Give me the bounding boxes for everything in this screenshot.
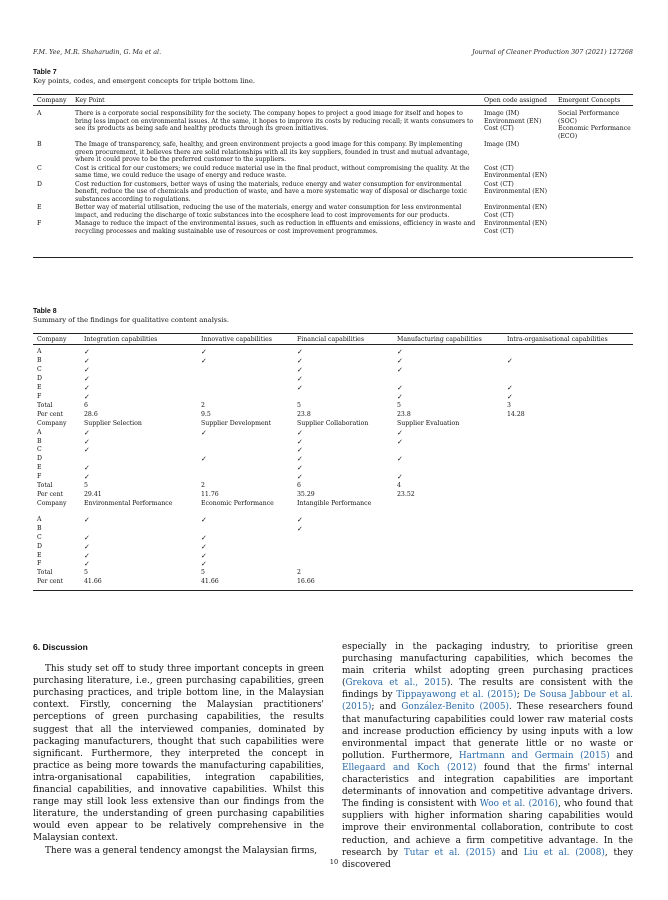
open-code: Cost (CT): [484, 227, 514, 235]
check-mark-icon: ✓: [201, 348, 207, 357]
table8-cell: [201, 375, 297, 384]
check-mark-icon: ✓: [297, 446, 303, 455]
table8-cell: D: [37, 375, 42, 383]
table8-row: [33, 516, 633, 525]
table8-cell: 5: [397, 401, 401, 409]
table8-cell: 28.6: [84, 410, 98, 418]
table7-cell: [484, 203, 558, 219]
citation-link[interactable]: González-Benito (2005): [401, 702, 509, 713]
table8-cell: 5: [201, 569, 205, 577]
table8-cell: A: [37, 515, 42, 523]
citation-link[interactable]: Woo et al. (2016): [479, 799, 558, 810]
check-mark-icon: ✓: [201, 533, 207, 542]
table8-cell: 6: [84, 401, 88, 409]
table7-cell: [484, 164, 558, 180]
table8-header-cell: Financial capabilities: [297, 334, 397, 345]
table8-cell: [397, 578, 507, 590]
discussion-left-column: [33, 641, 324, 857]
text-run: . These researchers found that manufacturing capabilities could lower raw material costs and increase production efficiency by using inputs with a low environmental impact that generate little or no waste or pollution. Furthermore,: [342, 702, 633, 761]
check-mark-icon: ✓: [507, 384, 513, 393]
check-mark-icon: ✓: [297, 437, 303, 446]
check-mark-icon: ✓: [297, 348, 303, 357]
table8-cell: 23.8: [297, 410, 311, 418]
check-mark-icon: ✓: [397, 455, 403, 464]
check-mark-icon: ✓: [397, 357, 403, 366]
table8-cell: 14.28: [507, 410, 525, 418]
table8-row: [33, 491, 633, 500]
table8-cell: F: [37, 473, 42, 481]
table8-cell: [507, 473, 633, 482]
table8-cell: B: [37, 524, 42, 532]
table8-cell: [397, 534, 507, 543]
open-code: Environmental (EN): [484, 220, 548, 228]
table8-cell: 41.66: [201, 578, 297, 590]
table8-row: [33, 543, 633, 552]
table8-cell: Per cent: [33, 578, 84, 590]
table8-cell: [84, 455, 201, 464]
table8-cell: Supplier Selection: [84, 419, 142, 427]
table7-header-cell: Company: [33, 95, 75, 106]
table8-cell: [507, 438, 633, 447]
open-code: Cost (CT): [484, 180, 514, 188]
check-mark-icon: ✓: [201, 428, 207, 437]
table8-cell: 11.76: [201, 490, 219, 498]
table8-cell: Company: [37, 499, 67, 507]
table8-cell: A: [37, 348, 42, 356]
table8-cell: [507, 534, 633, 543]
check-mark-icon: ✓: [84, 366, 90, 375]
table8-header-cell: Intra-organisational capabilities: [507, 334, 633, 345]
table8-row: [33, 384, 633, 393]
check-mark-icon: ✓: [507, 393, 513, 402]
text-run: , who found that suppliers with higher information sharing capabilities would improve their environmental collaboration, contribute to cost reduction, and achieve a firm competitive advantage. In the research by: [342, 799, 633, 858]
text-run: and: [609, 750, 633, 761]
text-run: , they discovered: [342, 847, 633, 870]
check-mark-icon: ✓: [84, 437, 90, 446]
check-mark-icon: ✓: [84, 384, 90, 393]
table8-cell: 3: [507, 401, 511, 409]
table7-cell: Cost reduction for customers, better ways of using the materials, reduce energy and water consumption for environmental benefit, reduce the use of chemicals and production of waste, and have a more systematic way of disposal or discharge toxic substances according to regulations.: [75, 180, 467, 203]
table7-cell: [558, 203, 633, 219]
table8-cell: 5: [84, 482, 88, 490]
table8-cell: 2: [297, 569, 301, 577]
table8-cell: 16.66: [297, 578, 397, 590]
table7-cell: The Image of transparency, safe, healthy, and green environment projects a good image for this company. By implementing green procurement, it believes there are solid relationships with all its key suppliers, founded in trust and mutual advantage, where it could prove to be the preferred customer to the suppliers.: [75, 141, 470, 164]
citation-link[interactable]: Ellegaard and Koch (2012): [342, 762, 477, 773]
open-code: Environmental (EN): [484, 204, 548, 212]
paragraph: There was a general tendency amongst the Malaysian firms,: [45, 845, 318, 856]
table8-cell: [201, 438, 297, 447]
table8-cell: Supplier Development: [201, 419, 272, 427]
table8-cell: [201, 525, 297, 534]
table8-cell: Economic Performance: [201, 499, 274, 507]
open-code: Environment (EN): [484, 117, 542, 125]
table8-cell: A: [37, 428, 42, 436]
table8-cell: [507, 482, 633, 491]
table7-cell: [558, 106, 633, 141]
check-mark-icon: ✓: [297, 384, 303, 393]
table8-cell: [397, 516, 507, 525]
open-code: Environmental (EN): [484, 188, 548, 196]
table7-cell: [558, 219, 633, 258]
table8-cell: [201, 446, 297, 455]
table8-cell: C: [37, 366, 42, 374]
table8-row: [33, 464, 633, 473]
header-authors: F.M. Yee, M.R. Shaharudin, G. Ma et al.: [33, 48, 162, 56]
check-mark-icon: ✓: [84, 393, 90, 402]
table8-cell: [507, 491, 633, 500]
table8-cell: 29.41: [84, 490, 102, 498]
table8-row: [33, 455, 633, 464]
table7-cell: Better way of material utilisation, reducing the use of the materials, energy and water consumption for less environmental impact, and reducing the discharge of toxic substances into the ecosphere lead to cost improvements for our products.: [75, 204, 462, 219]
citation-link[interactable]: De Sousa Jabbour et al. (2015): [342, 690, 633, 713]
table8-cell: [507, 464, 633, 473]
check-mark-icon: ✓: [297, 357, 303, 366]
table8-header-cell: Integration capabilities: [84, 334, 201, 345]
text-run: found that the firms' internal characteristics and integration capabilities are important determinants of innovation and competitive advantage drivers. The finding is consistent with: [342, 762, 633, 810]
table7-caption: [33, 68, 255, 86]
table8-row: [33, 473, 633, 482]
table8-row: [33, 375, 633, 384]
table8-row: [33, 534, 633, 543]
table8-cell: Total: [37, 569, 53, 577]
check-mark-icon: ✓: [84, 446, 90, 455]
table8-cell: [507, 375, 633, 384]
text-run: ;: [516, 690, 524, 701]
check-mark-icon: ✓: [397, 473, 403, 482]
table8-cell: [397, 464, 507, 473]
table8-row: [33, 569, 633, 578]
table7-header-cell: Open code assigned: [484, 95, 558, 106]
table8-cell: [507, 446, 633, 455]
discussion-right-column: [342, 641, 633, 871]
table8-header-cell: Company: [33, 334, 84, 345]
table8-cell: 5: [84, 569, 88, 577]
table8-title: Summary of the findings for qualitative content analysis.: [33, 316, 230, 324]
check-mark-icon: ✓: [84, 542, 90, 551]
table7-title: Key points, codes, and emergent concepts for triple bottom line.: [33, 77, 256, 85]
table8-cell: [507, 366, 633, 375]
table8-cell: 4: [397, 482, 401, 490]
table8-cell: 23.8: [397, 410, 411, 418]
check-mark-icon: ✓: [397, 437, 403, 446]
table8-cell: [507, 578, 633, 590]
table7-row: [33, 219, 633, 258]
check-mark-icon: ✓: [84, 551, 90, 560]
open-code: Cost (CT): [484, 164, 514, 172]
table8-row: [33, 560, 633, 569]
table8-cell: [507, 560, 633, 569]
table8-cell: [201, 464, 297, 473]
table8-row: [33, 420, 633, 429]
table7-cell: [558, 180, 633, 204]
table8-cell: Environmental Performance: [84, 499, 173, 507]
table7-header-cell: Emergent Concepts: [558, 95, 633, 106]
table8-cell: [297, 534, 397, 543]
table8-row: [33, 438, 633, 447]
table7-cell: Manage to reduce the impact of the environmental issues, such as reduction in effluents and emissions, efficiency in waste and recycling processes and making sustainable use of resources or cost improvement programmes.: [75, 219, 484, 258]
check-mark-icon: ✓: [84, 515, 90, 524]
table8-row: [33, 500, 633, 516]
table8-cell: Supplier Evaluation: [397, 419, 460, 427]
table8-cell: [507, 420, 633, 429]
table8-cell: D: [37, 455, 42, 463]
table7-cell: E: [37, 204, 42, 212]
table8-row: [33, 552, 633, 561]
check-mark-icon: ✓: [201, 455, 207, 464]
check-mark-icon: ✓: [397, 393, 403, 402]
table8-cell: [397, 543, 507, 552]
open-code: Image (IM): [484, 141, 520, 149]
check-mark-icon: ✓: [297, 515, 303, 524]
table8-cell: C: [37, 533, 42, 541]
text-run: and: [495, 847, 524, 858]
table8: [33, 333, 633, 591]
table7-cell: D: [37, 180, 42, 188]
open-code: Cost (CT): [484, 125, 514, 133]
table8-cell: 2: [201, 401, 205, 409]
table8-cell: E: [37, 384, 42, 392]
check-mark-icon: ✓: [201, 542, 207, 551]
table8-cell: [297, 560, 397, 569]
table7-cell: B: [37, 141, 42, 149]
table8-header-cell: Manufacturing capabilities: [397, 334, 507, 345]
table7-header-cell: Key Point: [75, 95, 484, 106]
table8-row: [33, 482, 633, 491]
table8-caption: [33, 307, 229, 325]
check-mark-icon: ✓: [84, 473, 90, 482]
table7-cell: Cost is critical for our customers; we could reduce material use in the final product, without compromising the quality. At the same time, we could reduce the usage of energy and reduce waste.: [75, 164, 470, 180]
table8-cell: [507, 455, 633, 464]
table8-cell: [397, 446, 507, 455]
table8-row: [33, 366, 633, 375]
table8-cell: Per cent: [37, 490, 64, 498]
table8-cell: F: [37, 393, 42, 401]
open-code: Cost (CT): [484, 211, 514, 219]
table8-cell: [201, 393, 297, 402]
table8-cell: Supplier Collaboration: [297, 419, 369, 427]
table8-cell: E: [37, 551, 42, 559]
text-run: ; and: [371, 702, 402, 713]
check-mark-icon: ✓: [397, 428, 403, 437]
check-mark-icon: ✓: [201, 357, 207, 366]
check-mark-icon: ✓: [84, 533, 90, 542]
table8-cell: [507, 500, 633, 516]
check-mark-icon: ✓: [397, 348, 403, 357]
open-code: Image (IM): [484, 110, 520, 118]
table7-row: [33, 203, 633, 219]
table8-cell: [84, 525, 201, 534]
table8-cell: F: [37, 560, 42, 568]
table8-row: [33, 402, 633, 411]
table8-cell: [507, 516, 633, 525]
table8-row: [33, 578, 633, 590]
table8-cell: [507, 525, 633, 534]
table8-cell: [507, 543, 633, 552]
table8-cell: Total: [37, 401, 53, 409]
table7-cell: [484, 180, 558, 204]
table8-cell: [507, 345, 633, 357]
table8-cell: 23.52: [397, 490, 415, 498]
check-mark-icon: ✓: [297, 473, 303, 482]
table7-cell: C: [37, 164, 42, 172]
table8-row: [33, 393, 633, 402]
check-mark-icon: ✓: [201, 551, 207, 560]
table8-cell: [397, 560, 507, 569]
table8-cell: 35.29: [297, 490, 315, 498]
check-mark-icon: ✓: [84, 375, 90, 384]
table7-cell: [484, 140, 558, 164]
table7-row: [33, 106, 633, 141]
table8-cell: 2: [201, 482, 205, 490]
table8-row: [33, 446, 633, 455]
table8-header-cell: Innovative capabilities: [201, 334, 297, 345]
check-mark-icon: ✓: [297, 366, 303, 375]
table7-cell: [484, 106, 558, 141]
table8-cell: C: [37, 446, 42, 454]
table8-cell: B: [37, 437, 42, 445]
table8-cell: 9.5: [201, 410, 211, 418]
table7-cell: There is a corporate social responsibility for the society. The company hopes to project a good image for itself and hopes to bring less impact on environmental issues. At the same, it hopes to improve its costs by reducing recall; it wants consumers to see its products as being safe and healthy products through its green initiatives.: [75, 110, 474, 133]
table8-cell: Total: [37, 482, 53, 490]
check-mark-icon: ✓: [397, 384, 403, 393]
table7-cell: [484, 219, 558, 258]
citation-link[interactable]: Tippayawong et al. (2015): [396, 690, 517, 701]
table8-cell: [397, 569, 507, 578]
check-mark-icon: ✓: [84, 464, 90, 473]
table8-cell: [397, 375, 507, 384]
table8-cell: Per cent: [37, 410, 64, 418]
check-mark-icon: ✓: [84, 428, 90, 437]
table8-header-row: [33, 334, 633, 345]
header-journal: Journal of Cleaner Production 307 (2021) 127268: [472, 48, 633, 56]
text-run: ). The results are consistent with the findings by: [342, 678, 633, 701]
check-mark-icon: ✓: [297, 375, 303, 384]
table8-cell: [507, 569, 633, 578]
table8-row: [33, 411, 633, 420]
table7: [33, 94, 633, 258]
table8-cell: [201, 473, 297, 482]
check-mark-icon: ✓: [297, 428, 303, 437]
table8-cell: 5: [297, 401, 301, 409]
table7-cell: [558, 140, 633, 164]
table8-cell: Intangible Performance: [297, 499, 372, 507]
check-mark-icon: ✓: [397, 366, 403, 375]
table8-cell: 6: [297, 482, 301, 490]
table8-row: [33, 357, 633, 366]
table8-row: [33, 429, 633, 438]
check-mark-icon: ✓: [201, 560, 207, 569]
citation-link[interactable]: Hartmann and Germain (2015): [458, 750, 610, 761]
table8-cell: [397, 525, 507, 534]
table8-cell: E: [37, 464, 42, 472]
check-mark-icon: ✓: [84, 348, 90, 357]
table8-cell: [297, 543, 397, 552]
table7-cell: F: [33, 219, 75, 258]
table7-header-row: [33, 95, 633, 106]
check-mark-icon: ✓: [297, 464, 303, 473]
citation-link[interactable]: Liu et al. (2008): [523, 847, 605, 858]
section-heading: 6. Discussion: [33, 642, 88, 652]
table8-row: [33, 525, 633, 534]
check-mark-icon: ✓: [201, 515, 207, 524]
table8-cell: 41.66: [84, 578, 201, 590]
table8-cell: [297, 552, 397, 561]
emergent-concept: Economic Performance (ECO): [558, 125, 631, 140]
paragraph: [342, 641, 633, 871]
table8-cell: [201, 366, 297, 375]
table7-row: [33, 180, 633, 204]
check-mark-icon: ✓: [507, 357, 513, 366]
check-mark-icon: ✓: [297, 524, 303, 533]
check-mark-icon: ✓: [84, 357, 90, 366]
open-code: Environmental (EN): [484, 172, 548, 180]
table8-cell: [507, 552, 633, 561]
citation-link[interactable]: Grekova et al., 2015: [345, 678, 447, 689]
table8-cell: D: [37, 542, 42, 550]
check-mark-icon: ✓: [84, 560, 90, 569]
table8-cell: [397, 500, 507, 516]
table8-label: Table 8: [33, 308, 57, 315]
emergent-concept: Social Performance (SOC): [558, 110, 620, 125]
table7-cell: [558, 164, 633, 180]
table8-cell: [201, 384, 297, 393]
page-number: 10: [329, 858, 339, 866]
paragraph: This study set off to study three important concepts in green purchasing literature, i.e., green purchasing capabilities, green purchasing practices, and triple bottom line, in the Malaysian context. Firstly, concerning the Malaysian practitioners' perceptions of green purchasing capabilities, the results suggest that all the interviewed companies, dominated by packaging manufacturers, thought that such capabilities were significant. Furthermore, they interpreted the concept in practice as being more towards the manufacturing capabilities, intra-organisational capabilities, integration capabilities, financial capabilities, and innovative capabilities. Whilst this range may still look less extensive than our findings from the literature, the understanding of green purchasing capabilities would even appear to be relatively comprehensive in the Malaysian context.: [33, 664, 324, 844]
table8-cell: [397, 552, 507, 561]
table8-cell: Company: [37, 419, 67, 427]
text-run: especially in the packaging industry, to prioritise green purchasing manufacturing capabilities, which becomes the main criteria whilst adopting green purchasing practices (: [342, 642, 633, 689]
table8-cell: B: [37, 357, 42, 365]
table7-cell: A: [37, 110, 42, 118]
table7-row: [33, 140, 633, 164]
table7-label: Table 7: [33, 69, 57, 76]
table8-cell: [507, 429, 633, 438]
citation-link[interactable]: Tutar et al. (2015): [403, 847, 496, 858]
check-mark-icon: ✓: [297, 455, 303, 464]
table7-row: [33, 164, 633, 180]
table8-cell: [297, 393, 397, 402]
table8-row: [33, 345, 633, 357]
